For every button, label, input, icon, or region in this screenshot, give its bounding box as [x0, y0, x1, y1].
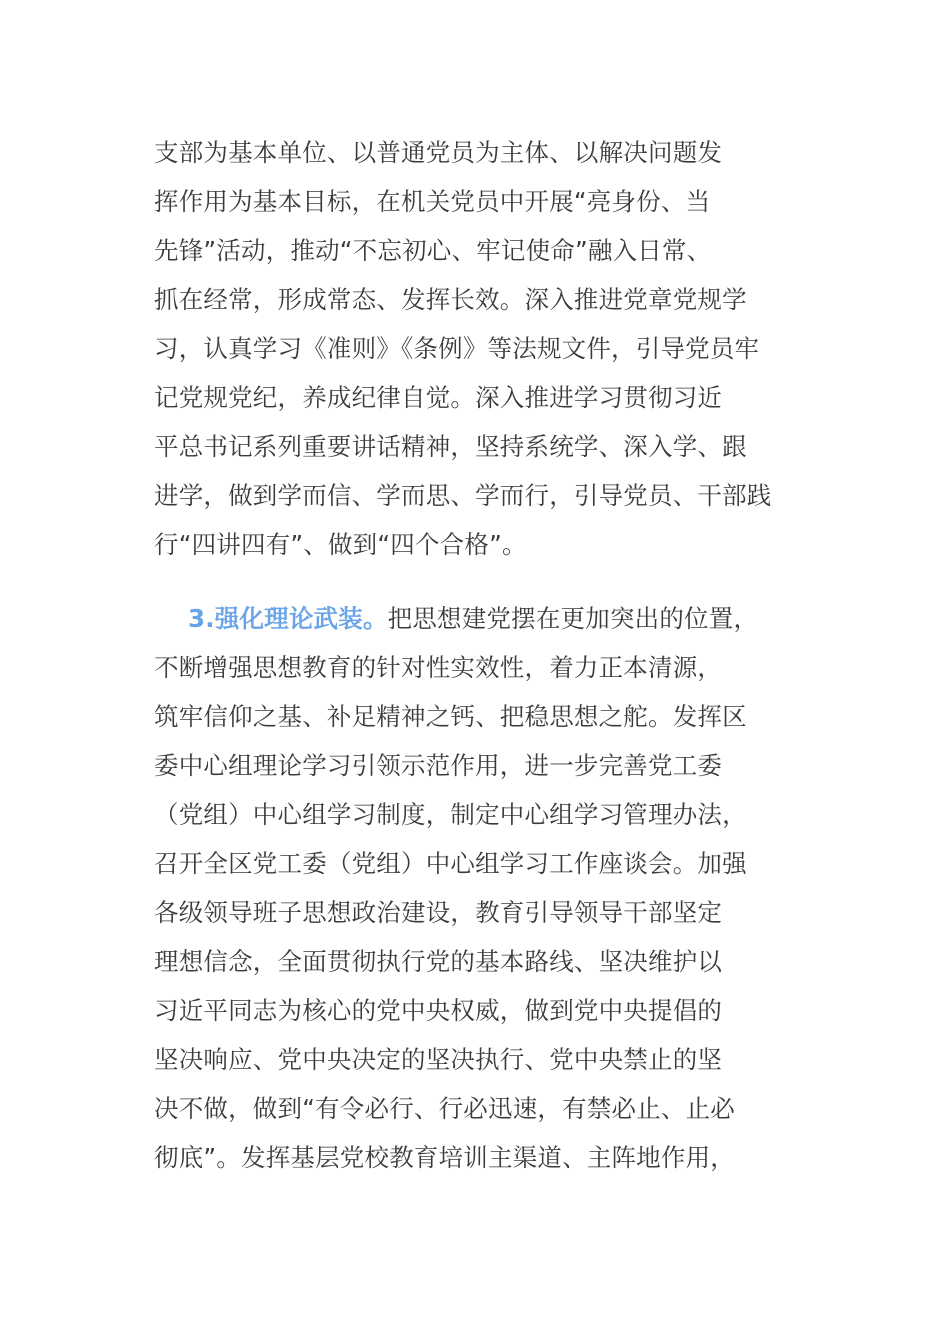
paragraph-line: 决不做，做到“有令必行、行必迅速，有禁必止、止必: [154, 1094, 735, 1123]
paragraph-line: 理想信念，全面贯彻执行党的基本路线、坚决维护以: [154, 947, 723, 976]
paragraph-line: 行“四讲四有”、做到“四个合格”。: [154, 530, 527, 559]
paragraph-line: 习近平同志为核心的党中央权威，做到党中央提倡的: [154, 996, 723, 1025]
paragraph-line: 记党规党纪，养成纪律自觉。深入推进学习贯彻习近: [154, 383, 723, 412]
paragraph-first-line: [154, 594, 814, 643]
paragraph-line: 各级领导班子思想政治建设，教育引导领导干部坚定: [154, 898, 723, 927]
paragraph-line: 支部为基本单位、以普通党员为主体、以解决问题发: [154, 138, 723, 167]
paragraph-line: 不断增强思想教育的针对性实效性，着力正本清源，: [154, 653, 723, 682]
paragraph-line: 筑牢信仰之基、补足精神之钙、把稳思想之舵。发挥区: [154, 702, 747, 731]
paragraph-line: 进学，做到学而信、学而思、学而行，引导党员、干部践: [154, 481, 772, 510]
paragraph-2: [154, 594, 814, 1182]
paragraph-line: （党组）中心组学习制度，制定中心组学习管理办法，: [154, 800, 747, 829]
paragraph-1: [154, 128, 814, 569]
paragraph-line: 委中心组理论学习引领示范作用，进一步完善党工委: [154, 751, 723, 780]
paragraph-line: 先锋”活动，推动“不忘初心、牢记使命”融入日常、: [154, 236, 712, 265]
paragraph-line: 习，认真学习《准则》《条例》等法规文件，引导党员牢: [154, 334, 760, 363]
paragraph-line: 坚决响应、党中央决定的坚决执行、党中央禁止的坚: [154, 1045, 723, 1074]
paragraph-line: 挥作用为基本目标，在机关党员中开展“亮身份、当: [154, 187, 711, 216]
paragraph-line: 平总书记系列重要讲话精神，坚持系统学、深入学、跟: [154, 432, 747, 461]
paragraph-line: 召开全区党工委（党组）中心组学习工作座谈会。加强: [154, 849, 747, 878]
paragraph-line: 抓在经常，形成常态、发挥长效。深入推进党章党规学: [154, 285, 747, 314]
paragraph-line: 彻底”。发挥基层党校教育培训主渠道、主阵地作用，: [154, 1143, 735, 1172]
section-heading: 3.强化理论武装。: [188, 604, 388, 633]
first-line-text: 把思想建党摆在更加突出的位置，: [387, 604, 759, 633]
